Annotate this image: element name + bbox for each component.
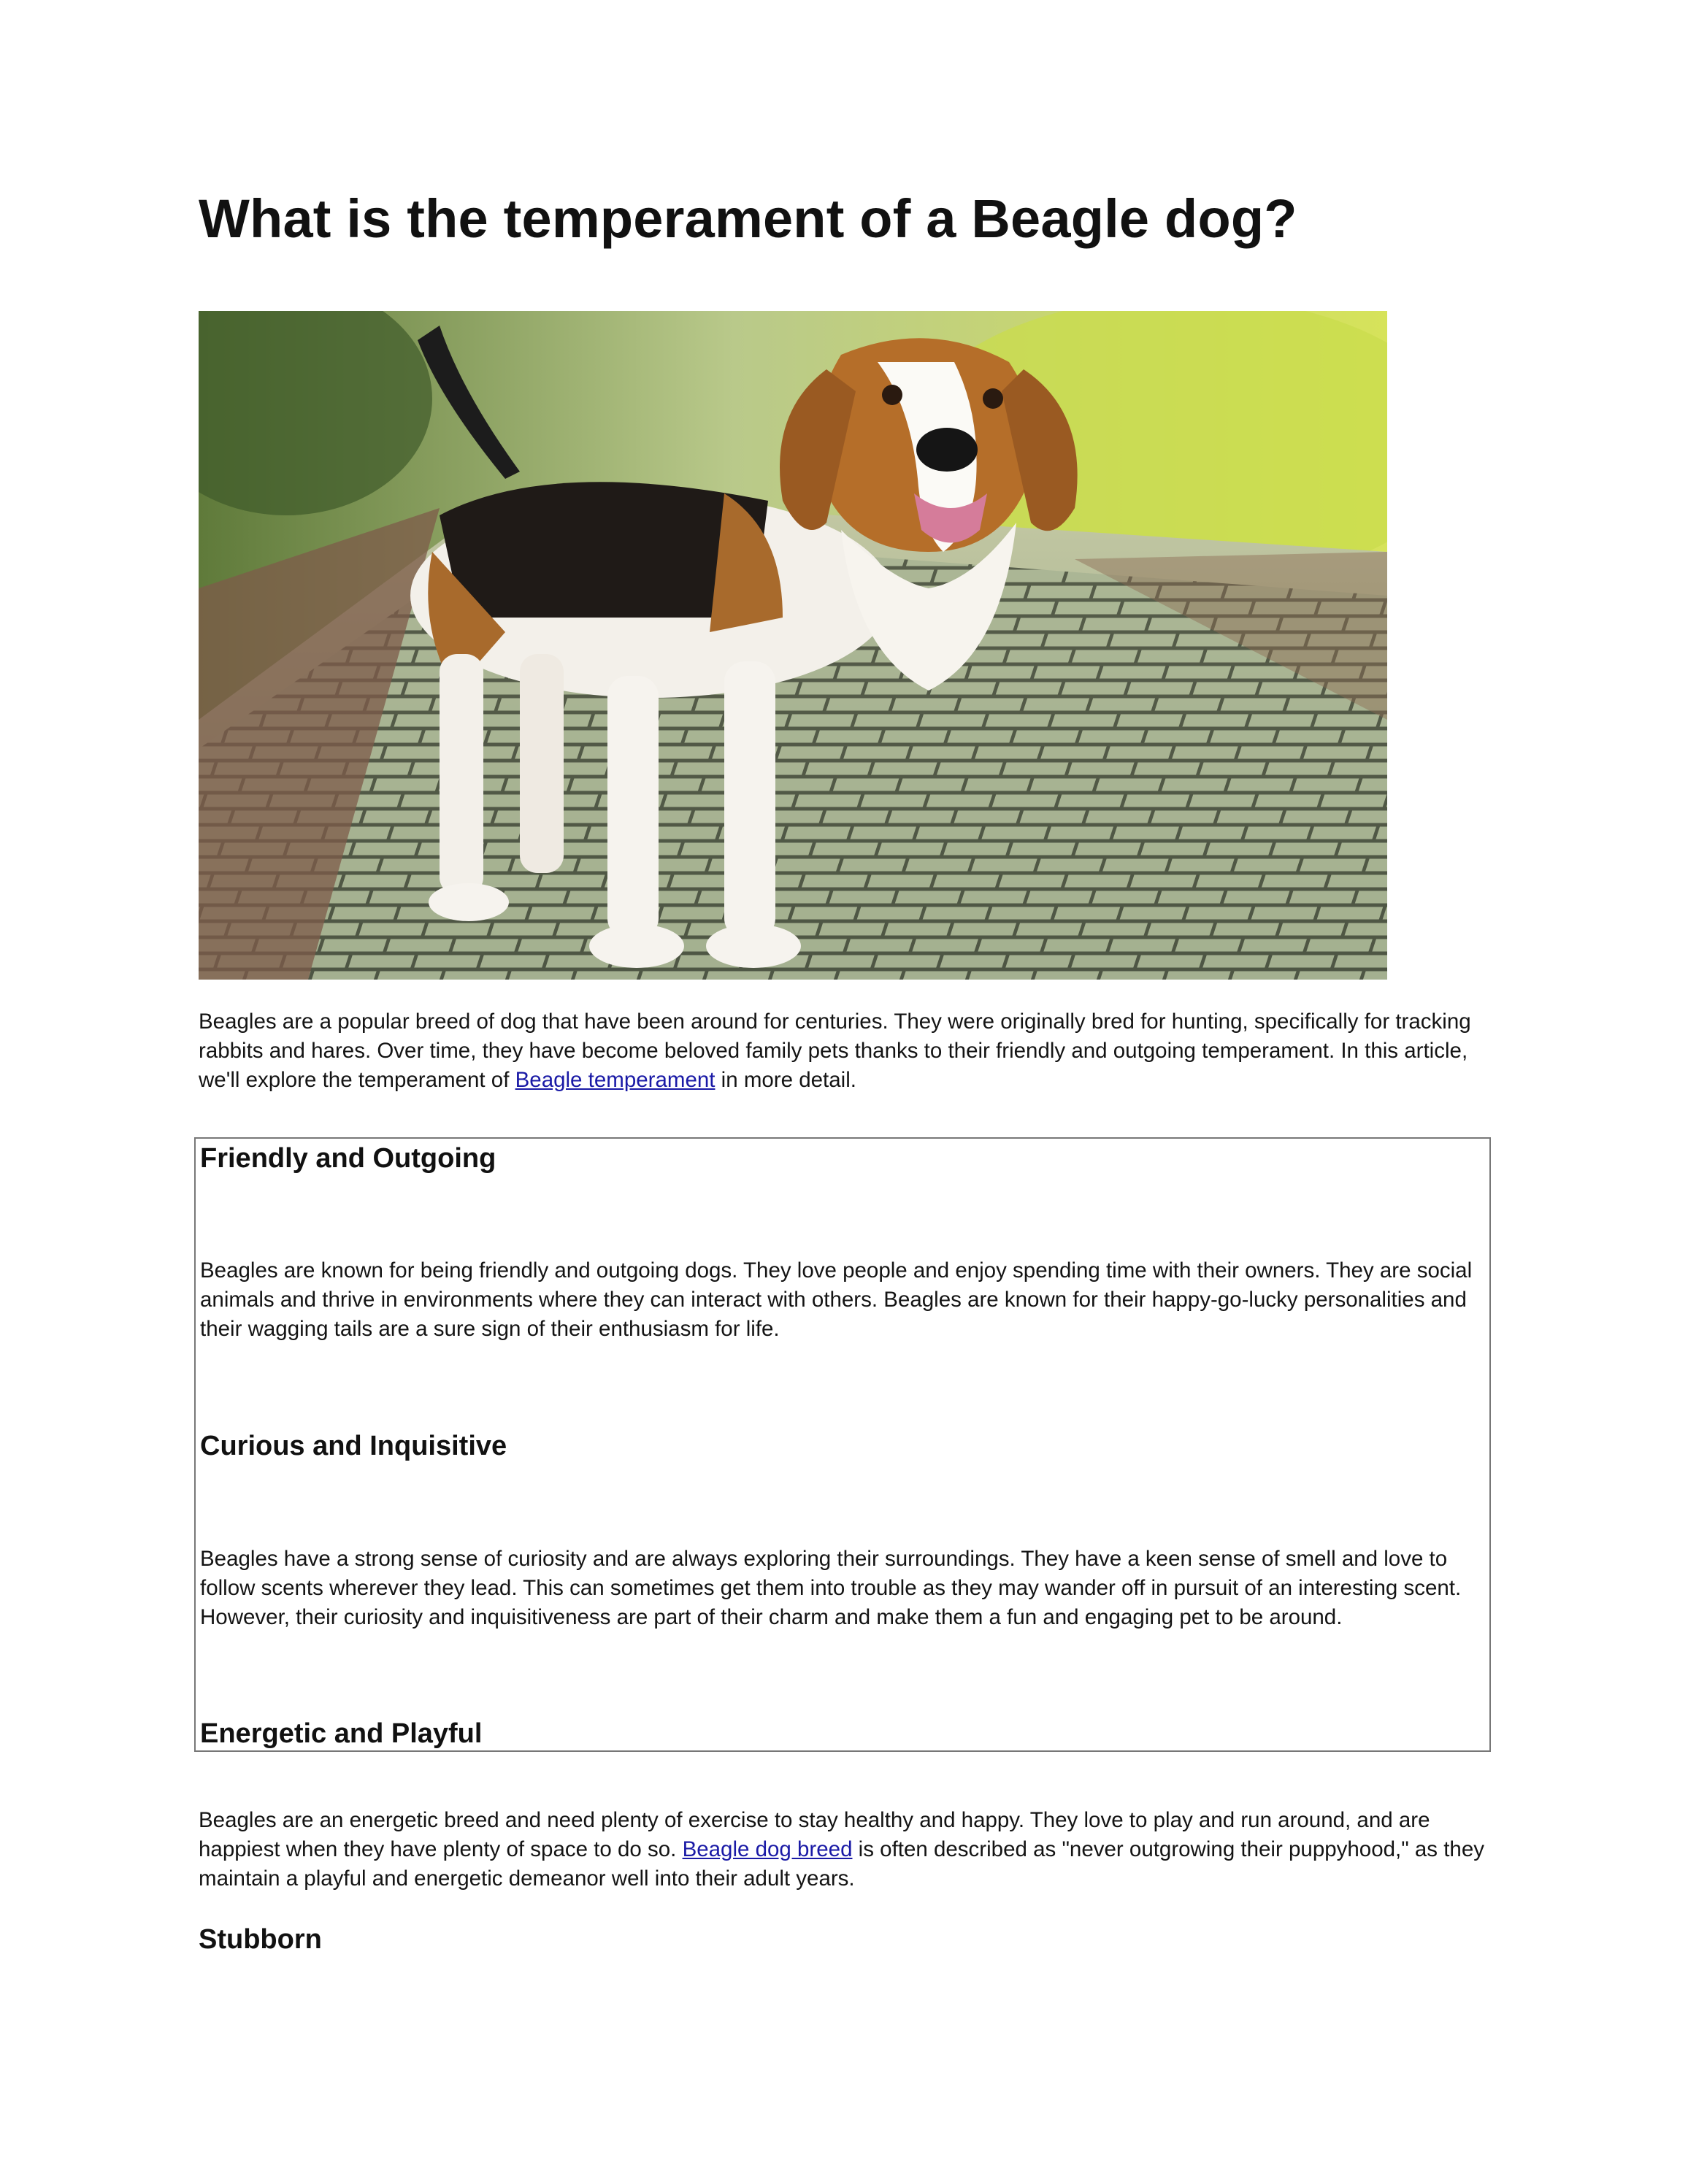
heading-energetic-playful: Energetic and Playful [200, 1718, 483, 1749]
bordered-content-box [194, 1137, 1491, 1752]
page-title: What is the temperament of a Beagle dog? [199, 188, 1297, 249]
energetic-text-part: is often described as "never outgrowing their puppyhood," as they maintain a playful and energetic demeanor well into their adult years. [199, 1837, 1484, 1891]
intro-text-part: Beagles are a popular breed of dog that have been around for centuries. They were originally bred for hunting, specifically for tracking rabbits and hares. Over time, they have become beloved family pets thanks to their friendly and outgoing temperament. In this article, we'll explore the temperament of [199, 1010, 1471, 1092]
curious-inquisitive-text: Beagles have a strong sense of curiosity and are always exploring their surroundings. They have a keen sense of smell and love to follow scents wherever they lead. This can sometimes get them into trouble as they may wander off in pursuit of an interesting scent. However, their curiosity and inquisitiveness are part of their charm and make them a fun and engaging pet to be around. [200, 1547, 1462, 1629]
energetic-paragraph [199, 1806, 1498, 1893]
intro-text [199, 1007, 1498, 1095]
heading-curious-inquisitive: Curious and Inquisitive [200, 1431, 507, 1461]
beagle-photo [199, 311, 1387, 980]
heading-friendly-outgoing: Friendly and Outgoing [200, 1143, 496, 1174]
hero-image [199, 311, 1387, 980]
friendly-outgoing-text: Beagles are known for being friendly and outgoing dogs. They love people and enjoy spending time with their owners. They are social animals and thrive in environments where they can interact with others. Beagles are known for their happy-go-lucky personalities and their wagging tails are a sure sign of their enthusiasm for life. [200, 1258, 1473, 1341]
article [199, 182, 1498, 1955]
beagle-dog-breed-link[interactable]: Beagle dog breed [682, 1837, 853, 1861]
beagle-temperament-link[interactable]: Beagle temperament [515, 1068, 716, 1092]
energetic-text [199, 1806, 1498, 1893]
intro-paragraph [199, 1007, 1498, 1095]
heading-stubborn: Stubborn [199, 1924, 322, 1955]
energetic-text-part: Beagles are an energetic breed and need plenty of exercise to stay healthy and happy. They love to play and run around, and are happiest when they have plenty of space to do so. [199, 1808, 1430, 1861]
intro-text-part: in more detail. [715, 1068, 856, 1092]
